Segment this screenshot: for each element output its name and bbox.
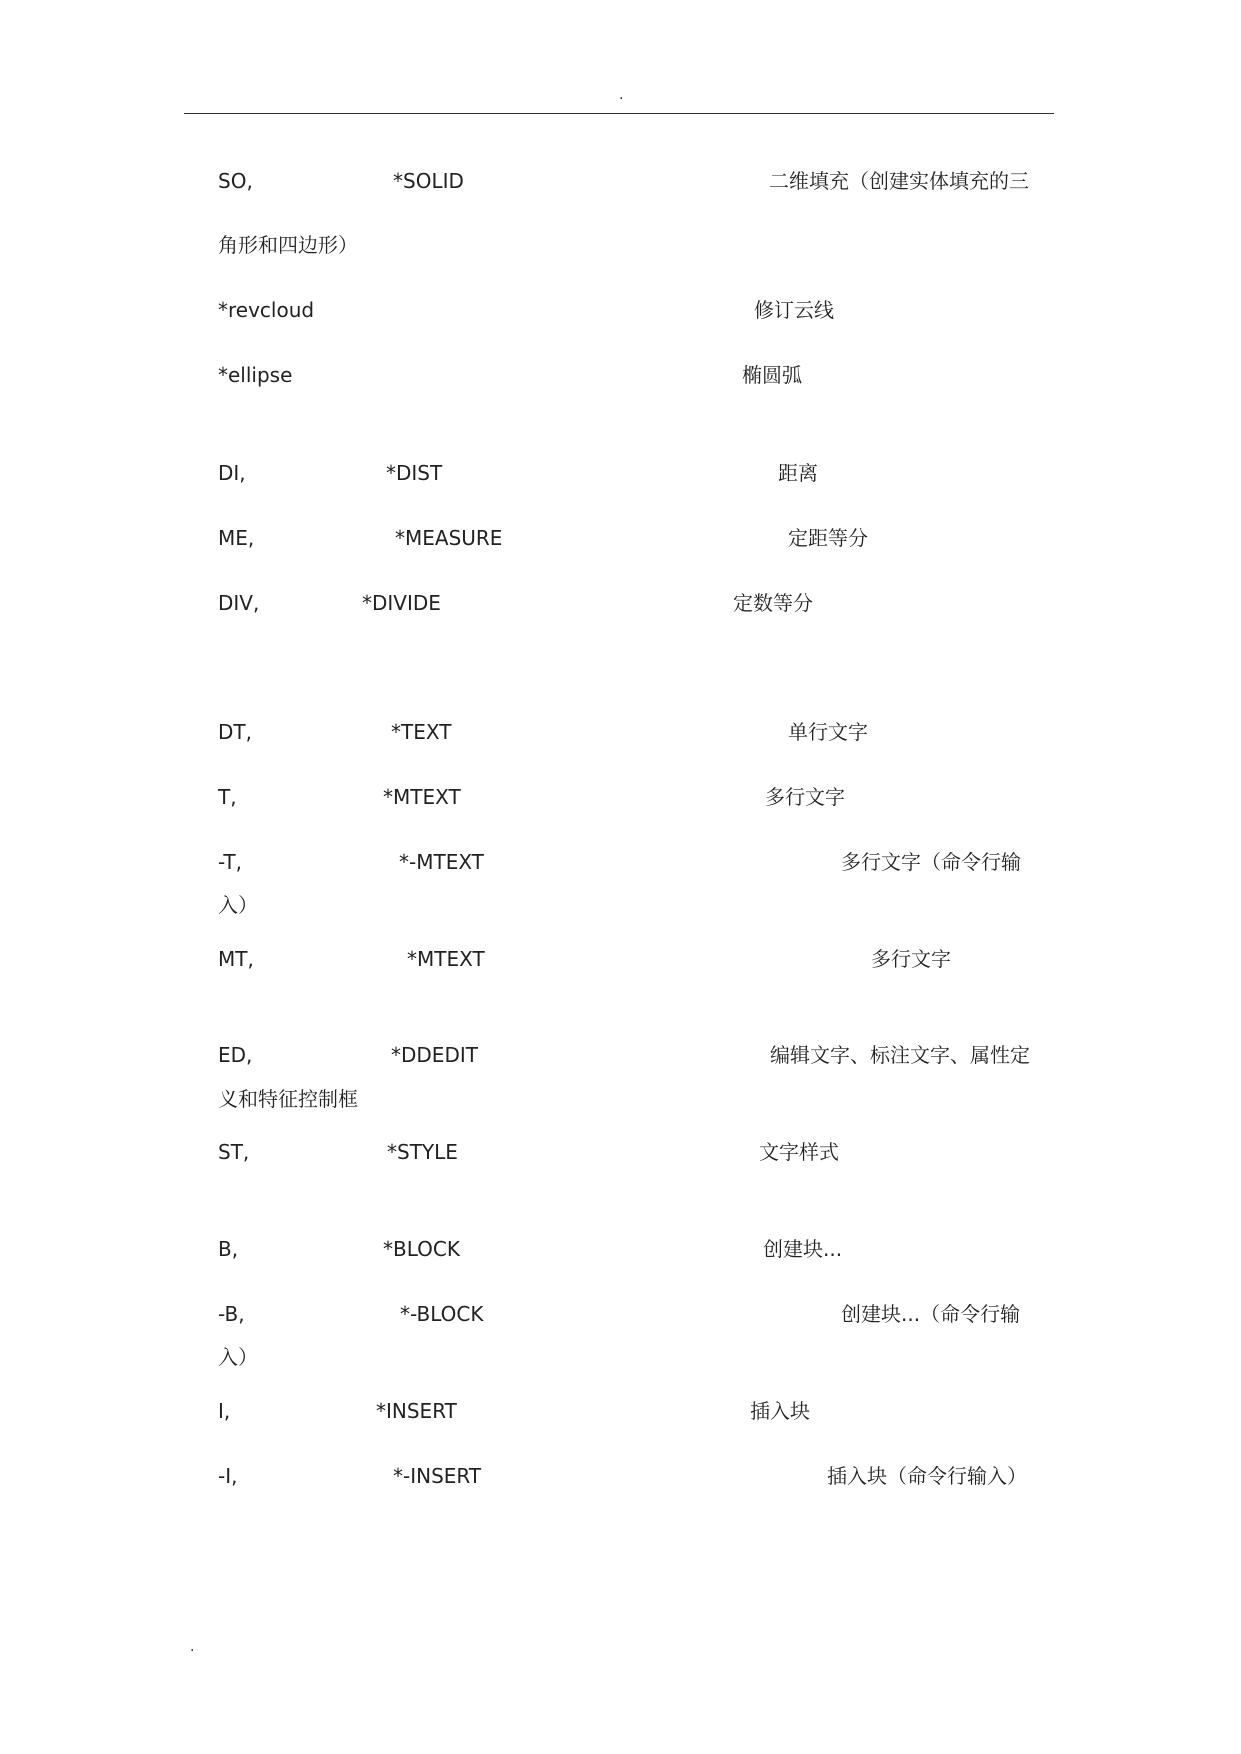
description-minus-block: 创建块...（命令行输 (841, 1302, 1021, 1326)
alias-st: ST, (218, 1140, 250, 1164)
alias-mt: MT, (218, 947, 254, 971)
alias-i: I, (218, 1399, 231, 1423)
command-ellipse: *ellipse (218, 363, 293, 387)
command-mtext: *MTEXT (383, 785, 461, 809)
description-style: 文字样式 (759, 1140, 839, 1164)
description-text: 单行文字 (788, 720, 868, 744)
alias-div: DIV, (218, 591, 260, 615)
command-revcloud: *revcloud (218, 298, 315, 322)
description-minus-insert: 插入块（命令行输入） (827, 1464, 1027, 1488)
description-mtext-2: 多行文字 (871, 947, 951, 971)
command-minus-insert: *-INSERT (393, 1464, 482, 1488)
header-rule (184, 113, 1054, 114)
description-revcloud: 修订云线 (754, 298, 834, 322)
description-ddedit-continuation: 义和特征控制框 (218, 1087, 358, 1111)
description-minus-mtext-continuation: 入） (218, 893, 258, 917)
alias-so: SO, (218, 169, 253, 193)
description-solid: 二维填充（创建实体填充的三 (769, 169, 1029, 193)
description-insert: 插入块 (750, 1399, 810, 1423)
command-insert: *INSERT (376, 1399, 457, 1423)
command-ddedit: *DDEDIT (391, 1043, 478, 1067)
description-ddedit: 编辑文字、标注文字、属性定 (770, 1043, 1030, 1067)
command-dist: *DIST (386, 461, 443, 485)
command-block: *BLOCK (383, 1237, 460, 1261)
description-measure: 定距等分 (788, 526, 868, 550)
command-solid: *SOLID (393, 169, 464, 193)
description-minus-block-continuation: 入） (218, 1345, 258, 1369)
command-mtext-2: *MTEXT (407, 947, 485, 971)
description-block: 创建块... (763, 1237, 843, 1261)
alias-dt: DT, (218, 720, 252, 744)
command-measure: *MEASURE (395, 526, 503, 550)
alias-t: T, (218, 785, 237, 809)
alias-di: DI, (218, 461, 246, 485)
footer-mark: . (190, 1639, 195, 1655)
description-solid-continuation: 角形和四边形） (218, 233, 358, 257)
alias-minus-t: -T, (218, 850, 242, 874)
description-divide: 定数等分 (733, 591, 813, 615)
command-style: *STYLE (387, 1140, 458, 1164)
alias-b: B, (218, 1237, 239, 1261)
alias-minus-b: -B, (218, 1302, 245, 1326)
alias-minus-i: -I, (218, 1464, 238, 1488)
description-ellipse: 椭圆弧 (742, 363, 802, 387)
description-mtext: 多行文字 (765, 785, 845, 809)
description-dist: 距离 (778, 461, 818, 485)
command-text: *TEXT (391, 720, 452, 744)
description-minus-mtext: 多行文字（命令行输 (841, 850, 1021, 874)
alias-me: ME, (218, 526, 255, 550)
alias-ed: ED, (218, 1043, 253, 1067)
header-mark: . (619, 87, 624, 103)
command-divide: *DIVIDE (362, 591, 441, 615)
command-minus-block: *-BLOCK (400, 1302, 484, 1326)
command-minus-mtext: *-MTEXT (399, 850, 484, 874)
